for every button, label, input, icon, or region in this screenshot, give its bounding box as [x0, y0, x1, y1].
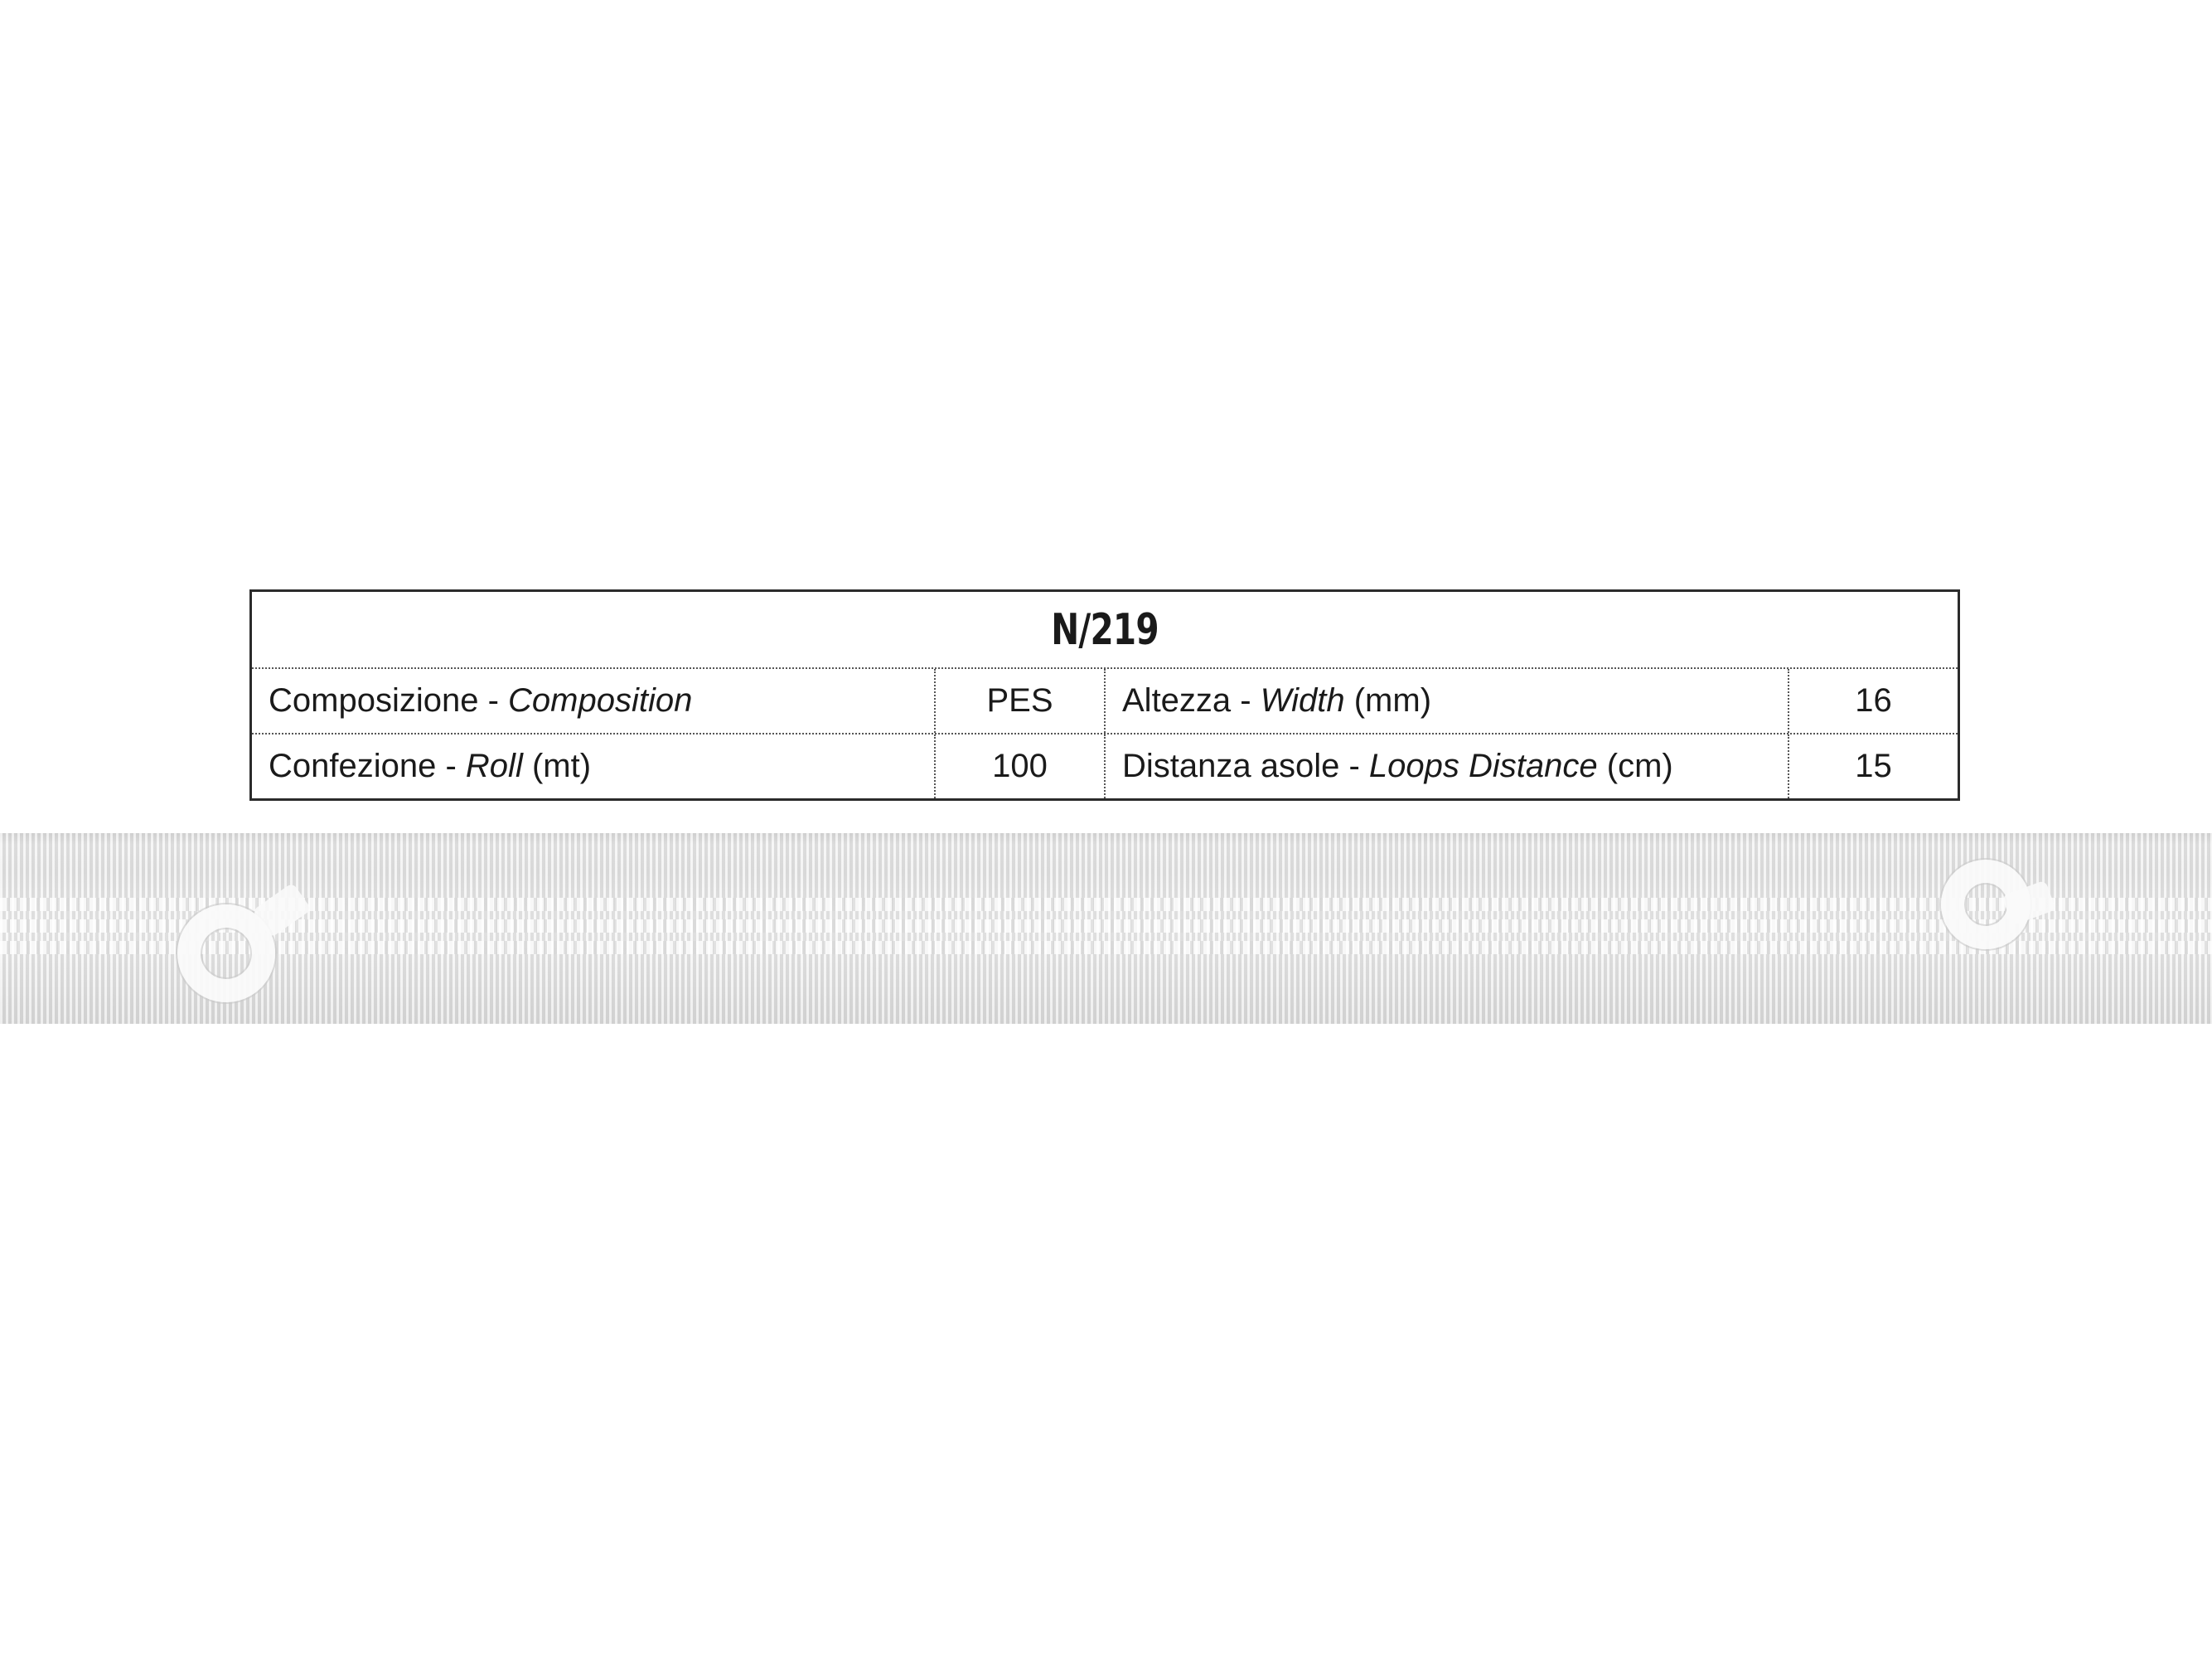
width-label: [1106, 669, 1789, 733]
loops-distance-label: [1106, 734, 1789, 798]
title-row: [252, 592, 1958, 669]
spec-row-roll: [252, 733, 1958, 798]
loops-distance-label-it: Distanza asole: [1122, 748, 1340, 784]
label-separator: -: [1339, 748, 1369, 784]
roll-value: 100: [936, 734, 1106, 798]
width-label-it: Altezza: [1122, 682, 1232, 719]
width-value: 16: [1855, 682, 1892, 719]
tape-stripe: [0, 919, 2212, 933]
spec-row-composition: [252, 669, 1958, 733]
composition-label-en: Composition: [508, 682, 693, 719]
tape-stripe: [0, 898, 2212, 911]
label-separator: -: [436, 748, 466, 784]
loops-distance-value: 15: [1855, 748, 1892, 784]
composition-label: [252, 669, 936, 733]
label-separator: -: [1231, 682, 1261, 719]
roll-unit: (mt): [522, 748, 592, 784]
width-unit: (mm): [1344, 682, 1432, 719]
product-code: N/219: [1051, 604, 1159, 655]
loops-distance-unit: (cm): [1597, 748, 1673, 784]
composition-value: PES: [936, 669, 1106, 733]
loops-distance-label-en: Loops Distance: [1368, 748, 1598, 784]
roll-label-it: Confezione: [269, 748, 437, 784]
label-separator: -: [478, 682, 509, 719]
composition-label-it: Composizione: [269, 682, 479, 719]
roll-label-en: Roll: [465, 748, 523, 784]
width-label-en: Width: [1260, 682, 1345, 719]
curtain-tape-image: [0, 833, 2212, 1024]
roll-label: [252, 734, 936, 798]
spec-table: [249, 589, 1960, 801]
tape-stripe: [0, 941, 2212, 954]
